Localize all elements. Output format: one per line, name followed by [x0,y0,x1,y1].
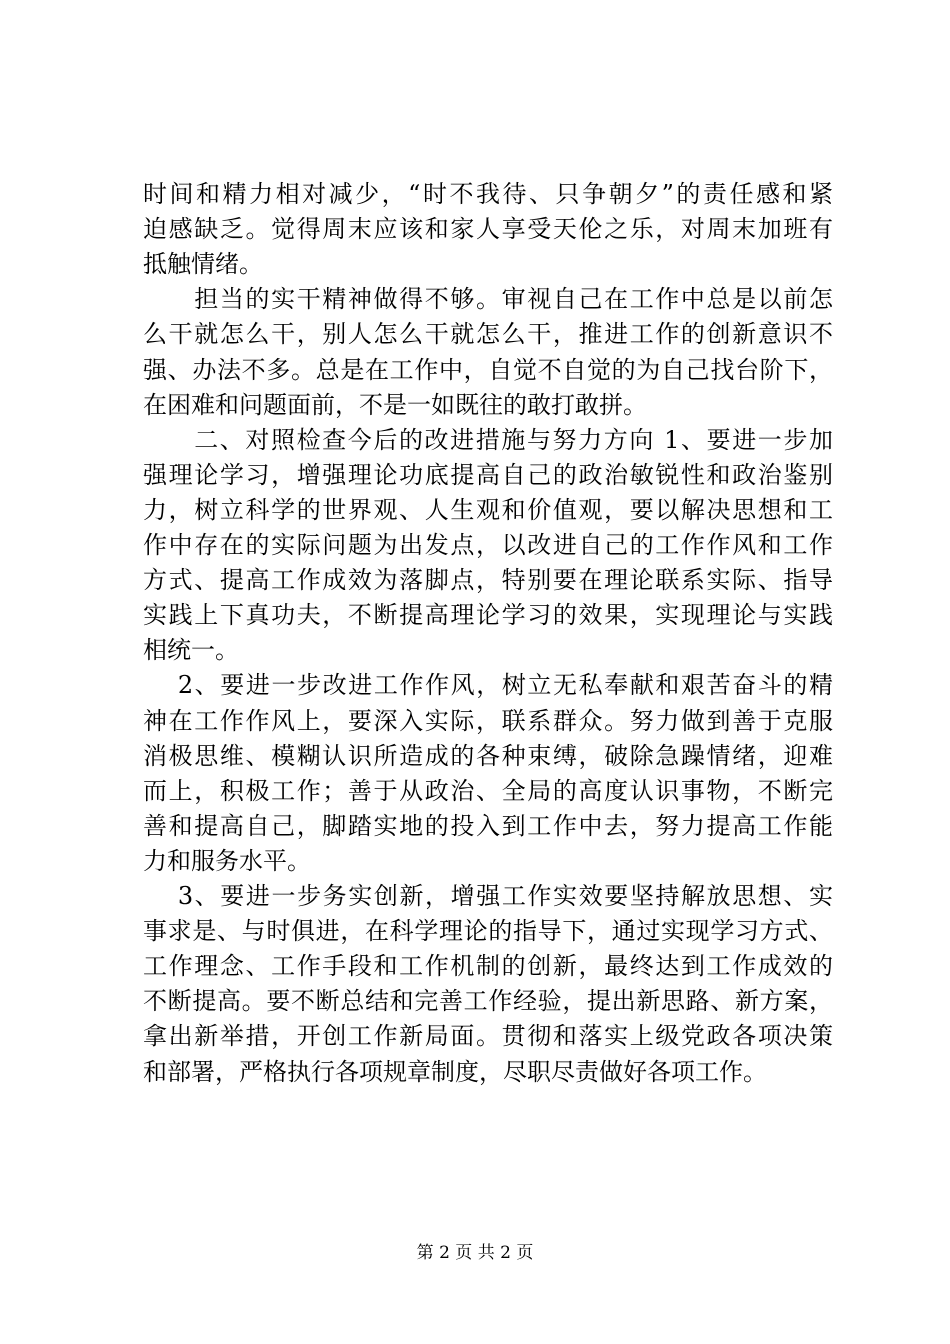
text-line: 消极思维、模糊认识所造成的各种束缚，破除急躁情绪，迎难 [143,742,833,770]
text-line: 不断提高。要不断总结和完善工作经验，提出新思路、新方案， [143,987,833,1015]
text-line: 抵触情绪。 [143,250,263,278]
text-line: 迫感缺乏。觉得周末应该和家人享受天伦之乐，对周末加班有 [143,215,833,243]
text-line: 善和提高自己，脚踏实地的投入到工作中去，努力提高工作能 [143,812,833,840]
text-line: 工作理念、工作手段和工作机制的创新，最终达到工作成效的 [143,952,833,980]
text-line: 作中存在的实际问题为出发点，以改进自己的工作作风和工作 [143,531,833,559]
text-line: 在困难和问题面前，不是一如既往的敢打敢拼。 [143,391,647,419]
text-line: 么干就怎么干，别人怎么干就怎么干，推进工作的创新意识不 [143,320,833,348]
text-line: 实践上下真功夫，不断提高理论学习的效果，实现理论与实践 [143,601,833,629]
text-line: 二、对照检查今后的改进措施与努力方向 1、要进一步加 [143,426,833,454]
text-line: 拿出新举措，开创工作新局面。贯彻和落实上级党政各项决策 [143,1022,833,1050]
page-footer: 第 2 页 共 2 页 [416,1243,534,1263]
text-line: 力和服务水平。 [143,847,311,875]
text-line: 强理论学习，增强理论功底提高自己的政治敏锐性和政治鉴别 [143,461,833,489]
text-line: 相统一。 [143,636,239,664]
text-line: 事求是、与时俱进，在科学理论的指导下，通过实现学习方式、 [143,917,833,945]
text-line: 神在工作作风上，要深入实际，联系群众。努力做到善于克服 [143,707,833,735]
text-line: 力，树立科学的世界观、人生观和价值观，要以解决思想和工 [143,496,833,524]
text-line: 和部署，严格执行各项规章制度，尽职尽责做好各项工作。 [143,1058,767,1086]
text-line: 时间和精力相对减少，“时不我待、只争朝夕”的责任感和紧 [143,180,833,208]
text-line: 强、办法不多。总是在工作中，自觉不自觉的为自己找台阶下， [143,356,833,384]
text-line: 方式、提高工作成效为落脚点，特别要在理论联系实际、指导 [143,566,833,594]
text-line: 3、要进一步务实创新，增强工作实效要坚持解放思想、实 [143,882,833,910]
text-line: 2、要进一步改进工作作风，树立无私奉献和艰苦奋斗的精 [143,671,833,699]
text-line: 而上，积极工作；善于从政治、全局的高度认识事物，不断完 [143,777,833,805]
text-line: 担当的实干精神做得不够。审视自己在工作中总是以前怎 [143,285,833,313]
